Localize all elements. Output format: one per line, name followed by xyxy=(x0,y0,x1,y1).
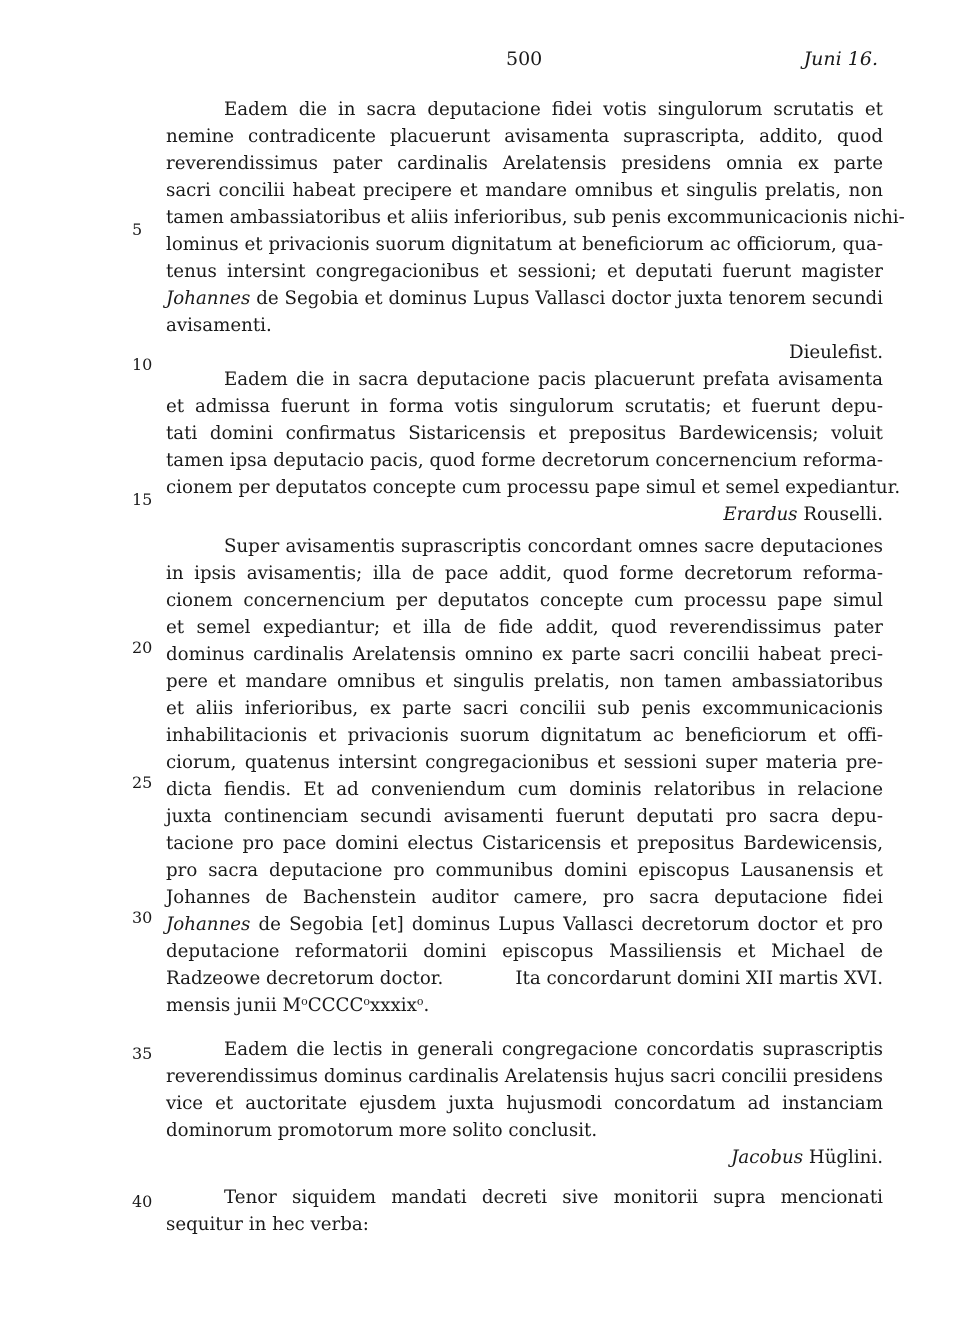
line-number: 20 xyxy=(132,638,153,657)
text-line: cionem per deputatos concepte cum processu pape simul et semel expediantur. xyxy=(166,477,901,498)
line-number: 15 xyxy=(132,490,153,509)
text-line: Johannes de Segobia [et] dominus Lupus Vallasci decretorum doctor et pro xyxy=(166,914,883,935)
text-line: cionem concernencium per deputatos concepte cum processu pape simul xyxy=(166,590,883,611)
text-line: et aliis inferioribus, ex parte sacri concilii sub penis excommunicacionis xyxy=(166,698,883,719)
text-line: avisamenti. xyxy=(166,315,272,336)
text-line: Johannes de Segobia et dominus Lupus Vallasci doctor juxta tenorem secundi xyxy=(166,288,883,309)
line-number: 5 xyxy=(132,220,143,239)
text-line: Eadem die in sacra deputacione fidei votis singulorum scrutatis et xyxy=(224,99,883,120)
text-line: juxta continenciam secundi avisamenti fuerunt deputati pro sacra depu- xyxy=(166,806,883,827)
text-line: sacri concilii habeat precipere et mandare omnibus et singulis prelatis, non xyxy=(166,180,883,201)
text-line: lominus et privacionis suorum dignitatum at beneficiorum ac officiorum, qua- xyxy=(166,234,883,255)
line-number: 40 xyxy=(132,1192,153,1211)
italic-name: Erardus xyxy=(723,504,798,525)
line-number: 30 xyxy=(132,908,153,927)
text-line: ciorum, quatenus intersint congregacionibus et sessioni super materia pre- xyxy=(166,752,883,773)
text-line: tamen ambassiatoribus et aliis inferioribus, sub penis excommunicacionis nichi- xyxy=(166,207,905,228)
text-line: Eadem die in sacra deputacione pacis placuerunt prefata avisamenta xyxy=(224,369,883,390)
running-date: Juni 16. xyxy=(803,48,878,70)
text-line: sequitur in hec verba: xyxy=(166,1214,369,1235)
text-line: vice et auctoritate ejusdem juxta hujusmodi concordatum ad instanciam xyxy=(166,1093,883,1114)
text-line: Eadem die lectis in generali congregacione concordatis suprascriptis xyxy=(224,1039,883,1060)
text-line: tamen ipsa deputacio pacis, quod forme decretorum concernencium reforma- xyxy=(166,450,883,471)
text-line: tacione pro pace domini electus Cistaricensis et prepositus Bardewicensis, xyxy=(166,833,883,854)
text-fragment: Ita concordarunt domini XII martis XVI. xyxy=(515,968,883,989)
text-line: mensis junii $M^oCCCC^oxxxix^o$. xyxy=(166,995,430,1016)
italic-name: Johannes xyxy=(166,288,251,309)
text-line: tenus intersint congregacionibus et sessioni; et deputati fuerunt magister xyxy=(166,261,883,282)
text-line: Tenor siquidem mandati decreti sive monitorii supra mencionati xyxy=(224,1187,883,1208)
italic-name: Johannes xyxy=(166,914,251,935)
text-line: dominus cardinalis Arelatensis omnino ex parte sacri concilii habeat preci- xyxy=(166,644,883,665)
text-line: Johannes de Bachenstein auditor camere, pro sacra deputacione fidei xyxy=(166,887,883,908)
line-number: 35 xyxy=(132,1044,153,1063)
text-line: pro sacra deputacione pro communibus domini episcopus Lausanensis et xyxy=(166,860,883,881)
text-line: et admissa fuerunt in forma votis singulorum scrutatis; et fuerunt depu- xyxy=(166,396,883,417)
text-line: in ipsis avisamentis; illa de pace addit, quod forme decretorum reforma- xyxy=(166,563,883,584)
text-line: dominorum promotorum more solito conclusit. xyxy=(166,1120,598,1141)
text-line: Super avisamentis suprascriptis concordant omnes sacre deputaciones xyxy=(224,536,883,557)
text-line: pere et mandare omnibus et singulis prelatis, non tamen ambassiatoribus xyxy=(166,671,883,692)
text-line: inhabilitacionis et privacionis suorum dignitatum ac beneficiorum et offi- xyxy=(166,725,883,746)
text-line: reverendissimus dominus cardinalis Arelatensis hujus sacri concilii presidens xyxy=(166,1066,883,1087)
text-line: et semel expediantur; et illa de fide addit, quod reverendissimus pater xyxy=(166,617,883,638)
signature-line: Erardus Rouselli. xyxy=(723,504,883,525)
text-line: deputacione reformatorii domini episcopus Massiliensis et Michael de xyxy=(166,941,883,962)
line-number: 25 xyxy=(132,773,153,792)
text-line: reverendissimus pater cardinalis Arelatensis presidens omnia ex parte xyxy=(166,153,883,174)
text-line: Radzeowe decretorum doctor. Ita concordarunt domini XII martis XVI. xyxy=(166,965,883,992)
italic-name: Jacobus xyxy=(731,1147,804,1168)
text-line: dicta fiendis. Et ad conveniendum cum dominis relatoribus in relacione xyxy=(166,779,883,800)
page-number: 500 xyxy=(506,48,543,70)
text-line: tati domini confirmatus Sistaricensis et prepositus Bardewicensis; voluit xyxy=(166,423,883,444)
signature-line: Dieulefist. xyxy=(788,342,883,363)
signature-line: Jacobus Hüglini. xyxy=(731,1147,883,1168)
line-number: 10 xyxy=(132,355,153,374)
text-line: nemine contradicente placuerunt avisamenta suprascripta, addito, quod xyxy=(166,126,883,147)
